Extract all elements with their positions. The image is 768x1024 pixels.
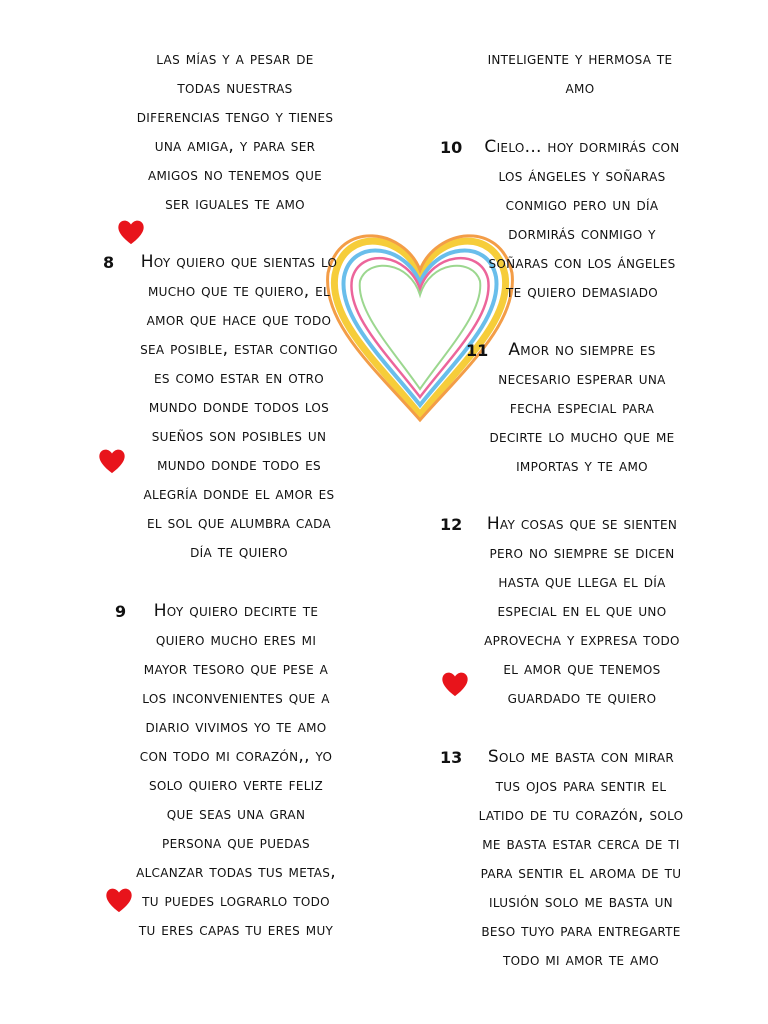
item-12-text: Hay cosas que se sienten pero no siempre se dicen hasta que llega el día especial en el que uno aprovecha y expresa todo el amor que tenemos guardado te quiero	[484, 514, 680, 708]
item-number-11: 11	[466, 341, 489, 360]
intro-right-text: inteligente y hermosa te amo	[487, 49, 673, 98]
intro-text: las mías y a pesar de todas nuestras diferencias tengo y tienes una amiga, y para ser amigos no tenemos que ser iguales te amo	[136, 49, 334, 214]
item-number-12: 12	[440, 515, 463, 534]
item-13-text: Solo me basta con mirar tus ojos para sentir el latido de tu corazón, solo me basta estar cerca de ti para sentir el aroma de tu ilusión solo me basta un beso tuyo para entregarte todo mi amor te amo	[478, 747, 684, 970]
item-number-13: 13	[440, 748, 463, 767]
item-number-8: 8	[103, 253, 115, 272]
item-number-9: 9	[115, 602, 127, 621]
heart-icon	[97, 447, 127, 475]
heart-icon	[104, 886, 134, 914]
item-10-text: Cielo... hoy dormirás con los ángeles y soñaras conmigo pero un día dormirás conmigo y soñaras con los ángeles te quiero demasiado	[484, 137, 680, 302]
item-number-10: 10	[440, 138, 463, 157]
item-8-text: Hoy quiero que sientas lo mucho que te quiero, el amor que hace que todo sea posible, estar contigo es como estar en otro mundo donde todos los sueños son posibles un mundo donde todo es alegría donde el amor es el sol que alumbra cada día te quiero	[140, 252, 338, 562]
item-9-text: Hoy quiero decirte te quiero mucho eres mi mayor tesoro que pese a los inconvenientes que a diario vivimos yo te amo con todo mi corazón,, yo solo quiero verte feliz que seas una gran persona que puedas alcanzar todas tus metas, tu puedes lograrlo todo tu eres capas tu eres muy	[136, 601, 336, 940]
heart-icon	[440, 670, 470, 698]
heart-icon	[116, 218, 146, 246]
item-11-text: Amor no siempre es necesario esperar una fecha especial para decirte lo mucho que me importas y te amo	[489, 340, 675, 476]
